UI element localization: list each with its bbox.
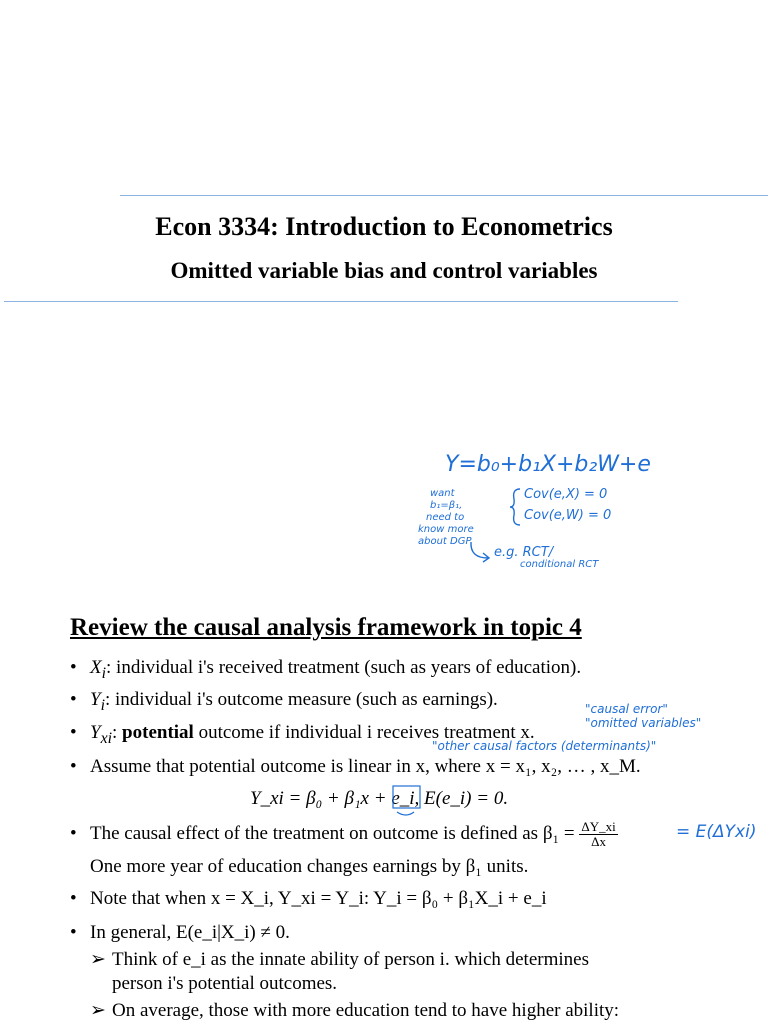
sub-bullet-education [90,999,619,1022]
circled-error-annotation [392,784,422,820]
bullet-text: : individual i's outcome measure (such as earnings). [104,689,498,710]
bullet-marker: • [70,756,77,777]
bullet-potential-outcome: • $Y_{xi}$: potential outcome if individual i receives treatment x. [70,722,535,747]
left-note-line: b₁=β₁, [430,500,463,511]
arrow-bullet-icon: ➢ [90,1000,106,1021]
expectation-annotation: = E(ΔYxi) [676,822,757,842]
sub-bullet-text: On average, those with more education tend to have higher ability: [112,1000,620,1021]
other-factors-annotation: "other causal factors (determinants)" [432,739,657,753]
left-note-line: need to [426,512,465,523]
bullet-marker: • [70,689,77,710]
bullet-linear-assumption [70,756,641,778]
bullet-outcome [70,689,498,715]
omitted-variables-annotation: "omitted variables" [585,716,702,730]
arrow-bullet-icon: ➢ [90,949,106,970]
model-annotation: Y=b₀+b₁X+b₂W+e [445,452,651,477]
bullet-causal-effect [70,820,618,849]
bullet-marker: • [70,722,77,743]
conditional-rct-annotation: conditional RCT [520,559,599,570]
left-note-line: want [430,488,455,499]
bullet-text: In general, E(e_i|X_i) ≠ 0. [90,922,290,943]
bullet-marker: • [70,822,77,844]
lecture-subtitle: Omitted variable bias and control variables [170,258,598,283]
cov-e-w-annotation: Cov(e,W) = 0 [524,508,612,523]
var-xi: $X_i$ [90,657,107,682]
course-title: Econ 3334: Introduction to Econometrics [155,212,613,241]
bullet-treatment [70,657,581,683]
bullet-text: The causal effect of the treatment on outcome is defined as β₁ = [90,822,575,844]
delta-fraction [579,820,617,849]
var-yxi: $Y_{xi}$ [90,722,113,747]
bold-potential: potential [122,722,194,743]
fraction-denominator: Δx [591,834,606,849]
potential-outcome-equation: Y_xi = β₀ + β₁x + e_i, E(e_i) = 0. [250,788,509,809]
bullet-general-case [70,922,290,944]
section-heading: Review the causal analysis framework in topic 4 [70,614,582,641]
bullet-marker: • [70,657,77,678]
bullet-marker: • [70,922,77,943]
fraction-numerator: ΔY_xi [581,819,616,834]
left-note-line: about DGP [418,536,472,547]
left-note-line: know more [418,524,474,535]
sub-bullet-text: Think of e_i as the innate ability of person i. which determines [112,949,589,970]
bullet-marker: • [70,888,77,909]
bullet-text: : individual i's received treatment (such as years of education). [106,657,582,678]
left-note-annotation [418,488,474,548]
causal-effect-interpretation: One more year of education changes earnings by β₁ units. [90,856,529,877]
hook-arrow-icon [468,540,494,564]
causal-error-annotation: "causal error" [585,702,668,716]
bullet-text: Note that when x = X_i, Y_xi = Y_i: Y_i = β₀ + β₁X_i + e_i [90,888,547,909]
bullet-text: Assume that potential outcome is linear in x, where x = x₁, x₂, … , x_M. [90,756,641,777]
sub-bullet-ability [90,948,589,971]
bottom-rule [4,301,678,302]
eg-rct-annotation: e.g. RCT/ [494,545,554,560]
sub-bullet-ability-cont: person i's potential outcomes. [112,973,338,994]
bullet-text: outcome if individual i receives treatment x. [193,722,535,743]
var-yi: $Y_i$ [90,689,105,714]
top-rule [120,195,768,196]
brace-annotation [508,487,522,527]
bullet-observed-outcome [70,888,547,910]
cov-e-x-annotation: Cov(e,X) = 0 [524,487,608,502]
